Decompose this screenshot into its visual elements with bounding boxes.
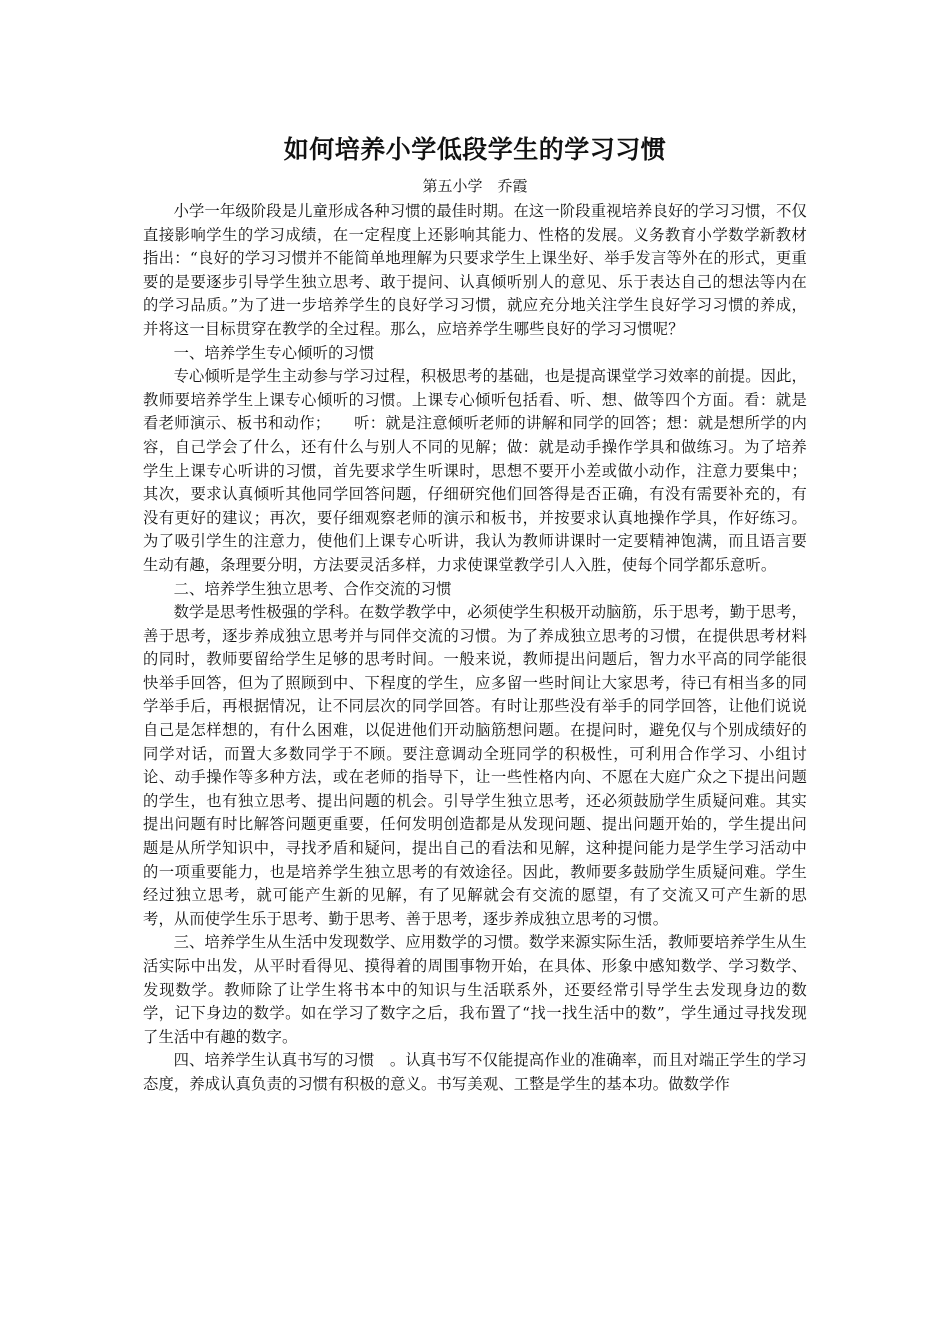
author-byline: 第五小学 乔霞 [422,177,528,195]
section-heading-1: 一、培养学生专心倾听的习惯 [173,343,375,362]
document-body [143,200,807,1097]
section-paragraph-3: 三、培养学生从生活中发现数学、应用数学的习惯。数学来源实际生活，教师要培养学生从生活实际中出发，从平时看得见、摸得着的周围事物开始，在具体、形象中感知数学、学习数学、发现数学。教师除了让学生将书本中的知识与生活联系外，还要经常引导学生去发现身边的数学，记下身边的数学。如在学习了数字之后，我布置了“找一找生活中的数”，学生通过寻找发现了生活中有趣的数字。 [143,933,807,1046]
document-title: 如何培养小学低段学生的学习习惯 [283,135,667,164]
intro-paragraph: 小学一年级阶段是儿童形成各种习惯的最佳时期。在这一阶段重视培养良好的学习习惯，不仅直接影响学生的学习成绩，在一定程度上还影响其能力、性格的发展。义务教育小学数学新教材指出：“良好的学习习惯并不能简单地理解为只要求学生上课坐好、举手发言等外在的形式，更重要的是要逐步引导学生独立思考、敢于提问、认真倾听别人的意见、乐于表达自己的想法等内在的学习品质。”为了进一步培养学生的良好学习习惯，就应充分地关注学生良好学习习惯的养成，并将这一目标贯穿在教学的全过程。那么，应培养学生哪些良好的学习习惯呢？ [143,202,807,338]
section-paragraph-2: 数学是思考性极强的学科。在数学教学中，必须使学生积极开动脑筋，乐于思考，勤于思考，善于思考，逐步养成独立思考并与同伴交流的习惯。为了养成独立思考的习惯，在提供思考材料的同时，教师要留给学生足够的思考时间。一般来说，教师提出问题后，智力水平高的同学能很快举手回答，但为了照顾到中、下程度的学生，应多留一些时间让大家思考，待已有相当多的同学举手后，再根据情况，让不同层次的同学回答。有时让那些没有举手的同学回答，让他们说说自己是怎样想的，有什么困难，以促进他们开动脑筋想问题。在提问时，避免仅与个别成绩好的同学对话，而置大多数同学于不顾。要注意调动全班同学的积极性，可利用合作学习、小组讨论、动手操作等多种方法，或在老师的指导下，让一些性格内向、不愿在大庭广众之下提出问题的学生，也有独立思考、提出问题的机会。引导学生独立思考，还必须鼓励学生质疑问难。其实提出问题有时比解答问题更重要，任何发明创造都是从发现问题、提出问题开始的，学生提出问题是从所学知识中，寻找矛盾和疑问，提出自己的看法和见解，这种提问能力是学生学习活动中的一项重要能力，也是培养学生独立思考的有效途径。因此，教师要多鼓励学生质疑问难。学生经过独立思考，就可能产生新的见解，有了见解就会有交流的愿望，有了交流又可产生新的思考，从而使学生乐于思考、勤于思考、善于思考，逐步养成独立思考的习惯。 [143,603,807,928]
section-paragraph-4: 四、培养学生认真书写的习惯 。认真书写不仅能提高作业的准确率，而且对端正学生的学习态度，养成认真负责的习惯有积极的意义。书写美观、工整是学生的基本功。做数学作 [143,1051,807,1093]
section-paragraph-1: 专心倾听是学生主动参与学习过程，积极思考的基础，也是提高课堂学习效率的前提。因此，教师要培养学生上课专心倾听的习惯。上课专心倾听包括看、听、想、做等四个方面。看：就是看老师演示、板书和动作； 听：就是注意倾听老师的讲解和同学的回答；想：就是想所学的内容，自己学会了什么，还有什么与别人不同的见解；做：就是动手操作学具和做练习。为了培养学生上课专心听讲的习惯，首先要求学生听课时，思想不要开小差或做小动作，注意力要集中；其次，要求认真倾听其他同学回答问题，仔细研究他们回答得是否正确，有没有需要补充的，有没有更好的建议；再次，要仔细观察老师的演示和板书，并按要求认真地操作学具，作好练习。为了吸引学生的注意力，使他们上课专心听讲，我认为教师讲课时一定要精神饱满，而且语言要生动有趣，条理要分明，方法要灵活多样，力求使课堂教学引人入胜，使每个同学都乐意听。 [143,367,807,574]
section-heading-2: 二、培养学生独立思考、合作交流的习惯 [173,579,452,598]
